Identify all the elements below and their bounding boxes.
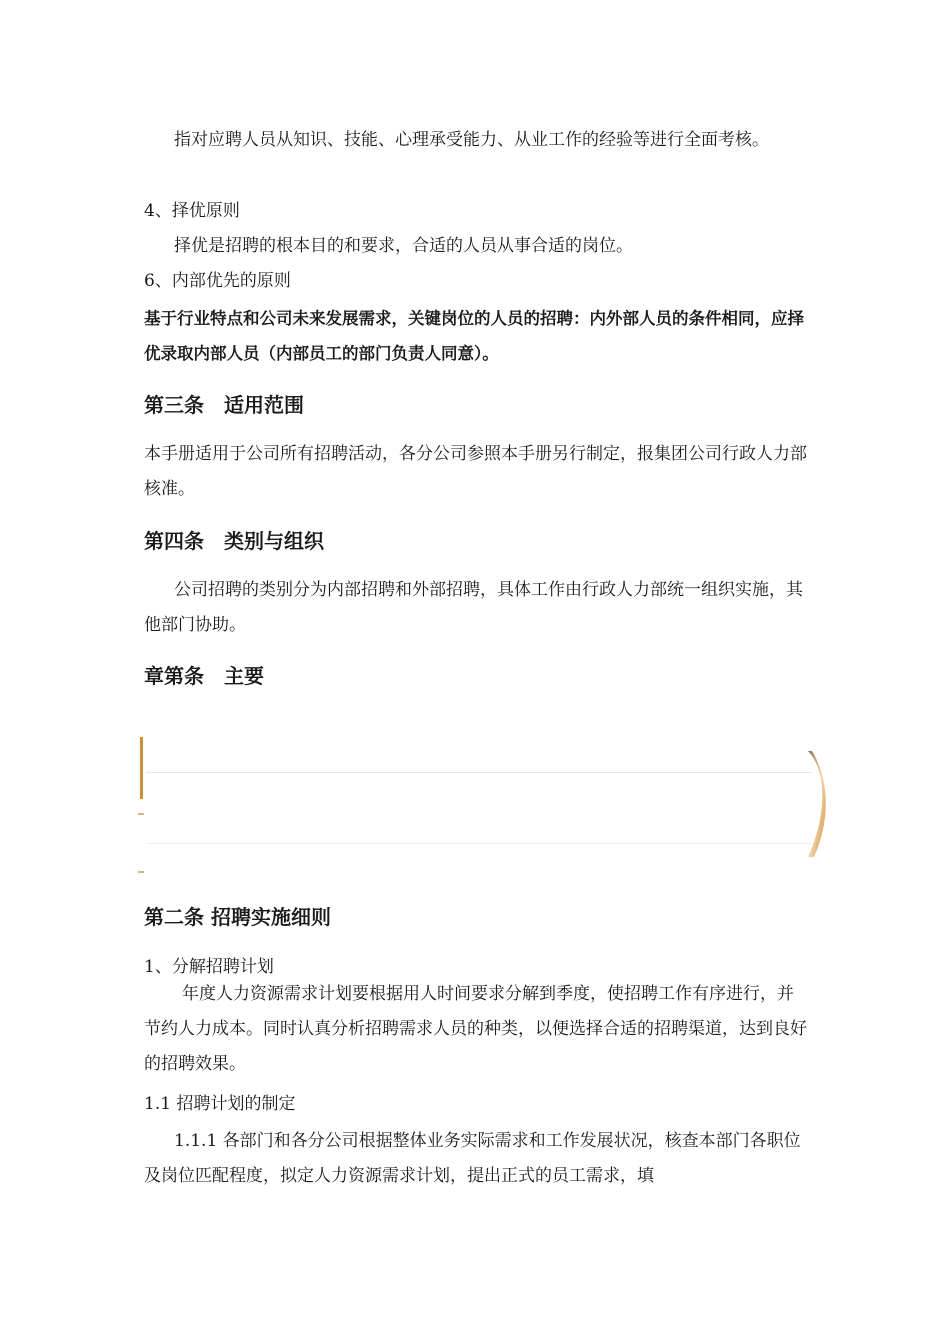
paragraph-plan-making: 1.1.1 各部门和各分公司根据整体业务实际需求和工作发展状况，核查本部门各职位及岗位匹配程度，拟定人力资源需求计划，提出正式的员工需求，填	[144, 1131, 801, 1186]
banner-tick-mark	[138, 813, 144, 815]
paragraph-assessment: 指对应聘人员从知识、技能、心理承受能力、从业工作的经验等进行全面考核。	[174, 130, 769, 150]
section-title-main: 章第条 主要	[144, 664, 264, 688]
list-item-merit-principle: 4、择优原则	[144, 201, 240, 221]
section-body-category: 公司招聘的类别分为内部招聘和外部招聘，具体工作由行政人力部统一组织实施，其他部门协助。	[144, 580, 803, 635]
section-title-category: 第四条 类别与组织	[144, 529, 324, 553]
part-title-recruitment-rules: 第二条 招聘实施细则	[144, 905, 331, 929]
paragraph-merit: 择优是招聘的根本目的和要求，合适的人员从事合适的岗位。	[174, 236, 633, 256]
banner-bottom-rule	[146, 843, 812, 844]
banner-top-rule	[146, 772, 812, 773]
paragraph-plan-breakdown: 年度人力资源需求计划要根据用人时间要求分解到季度，使招聘工作有序进行，并节约人力成本。同时认真分析招聘需求人员的种类，以便选择合适的招聘渠道，达到良好的招聘效果。	[144, 984, 807, 1074]
section-title-scope: 第三条 适用范围	[144, 393, 304, 417]
list-item-plan-breakdown: 1、分解招聘计划	[144, 957, 274, 977]
subitem-plan-making: 1.1 招聘计划的制定	[144, 1094, 296, 1114]
banner-left-bar	[140, 737, 143, 799]
paragraph-internal-priority-bold: 基于行业特点和公司未来发展需求，关键岗位的人员的招聘：内外部人员的条件相同，应择优录取内部人员（内部员工的部门负责人同意）。	[144, 309, 804, 363]
page-curl-icon	[800, 751, 830, 857]
list-item-internal-priority: 6、内部优先的原则	[144, 271, 291, 291]
banner-tick-mark	[138, 871, 144, 873]
decorative-banner	[140, 737, 830, 877]
section-body-scope: 本手册适用于公司所有招聘活动，各分公司参照本手册另行制定，报集团公司行政人力部核准。	[144, 444, 807, 499]
